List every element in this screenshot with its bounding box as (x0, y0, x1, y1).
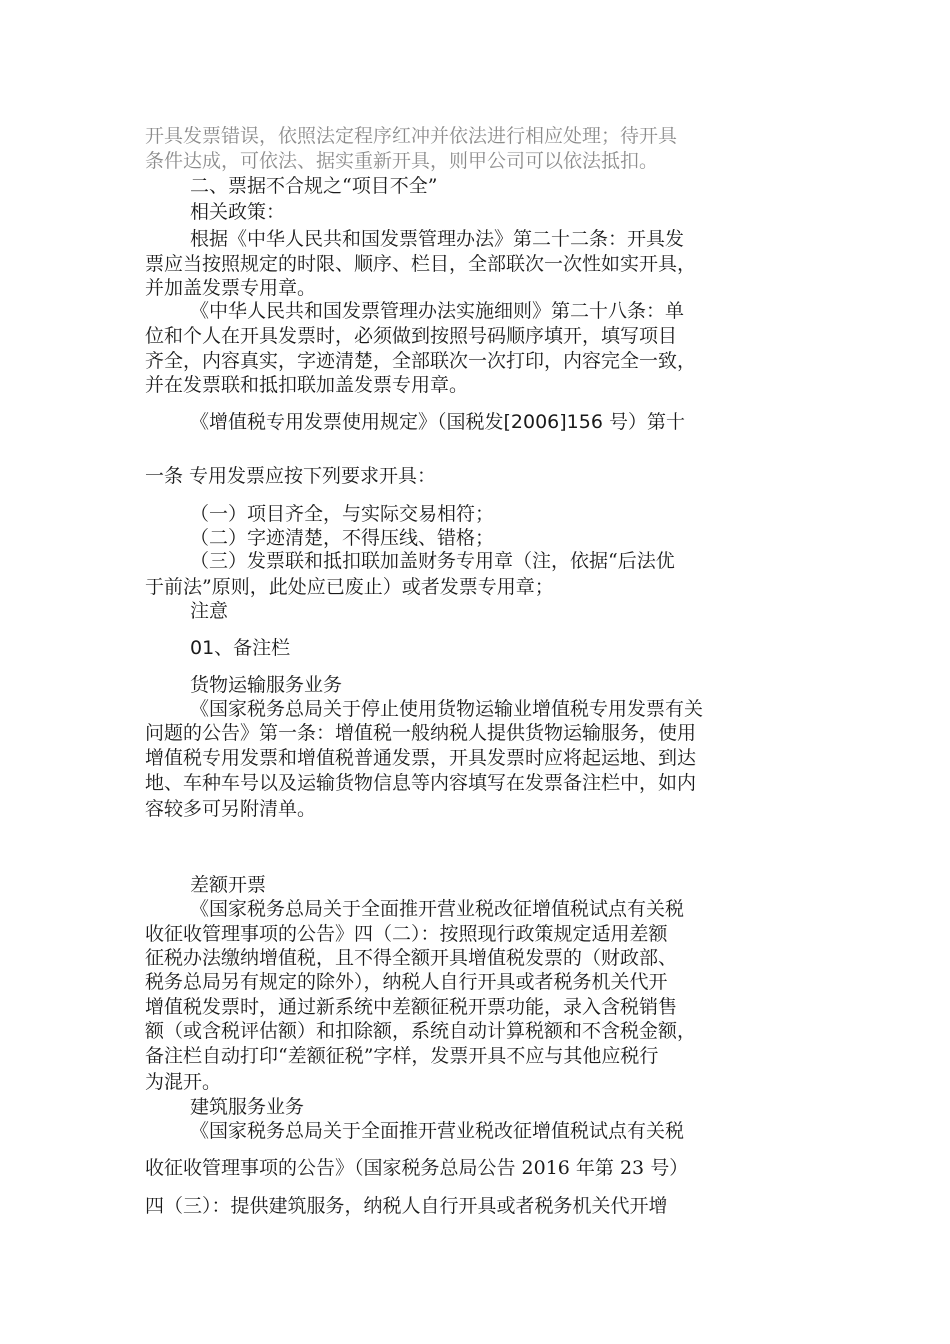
text-line: 增值税专用发票和增值税普通发票，开具发票时应将起运地、到达 (145, 747, 697, 769)
text-line: 于前法”原则，此处应已废止）或者发票专用章； (145, 576, 554, 598)
text-line: 相关政策： (190, 201, 286, 223)
text-line: 容较多可另附清单。 (145, 798, 317, 820)
text-line: 四（三）：提供建筑服务，纳税人自行开具或者税务机关代开增 (145, 1195, 668, 1217)
text-line: 问题的公告》第一条：增值税一般纳税人提供货物运输服务，使用 (145, 722, 697, 744)
subheading: 注意 (190, 600, 229, 622)
text-line: 根据《中华人民共和国发票管理办法》第二十二条：开具发 (190, 228, 685, 250)
text-line: 为混开。 (145, 1071, 222, 1093)
subheading: 差额开票 (190, 874, 267, 896)
text-line: 收征收管理事项的公告》四（二）：按照现行政策规定适用差额 (145, 923, 668, 945)
text-line: 备注栏自动打印“差额征税”字样，发票开具不应与其他应税行 (145, 1045, 659, 1067)
text-line: 《国家税务总局关于全面推开营业税改征增值税试点有关税 (190, 1120, 685, 1142)
text-line: 齐全，内容真实，字迹清楚，全部联次一次打印，内容完全一致， (145, 350, 697, 372)
text-line: 《中华人民共和国发票管理办法实施细则》第二十八条：单 (190, 300, 685, 322)
text-line: 地、车种车号以及运输货物信息等内容填写在发票备注栏中，如内 (145, 772, 697, 794)
text-line: 增值税发票时，通过新系统中差额征税开票功能，录入含税销售 (145, 996, 678, 1018)
subheading: 货物运输服务业务 (190, 674, 343, 696)
text-line: 票应当按照规定的时限、顺序、栏目，全部联次一次性如实开具， (145, 253, 697, 275)
text-line: 开具发票错误，依照法定程序红冲并依法进行相应处理；待开具 (145, 125, 678, 147)
list-item: （一）项目齐全，与实际交易相符； (190, 503, 495, 525)
text-line: 条件达成，可依法、据实重新开具，则甲公司可以依法抵扣。 (145, 150, 659, 172)
subheading: 01、备注栏 (190, 637, 291, 659)
text-line: 并加盖发票专用章。 (145, 277, 317, 299)
text-line: 额（或含税评估额）和扣除额，系统自动计算税额和不含税金额， (145, 1020, 697, 1042)
subheading: 建筑服务业务 (190, 1096, 305, 1118)
text-line: 《国家税务总局关于停止使用货物运输业增值税专用发票有关 (190, 698, 704, 720)
list-item: （二）字迹清楚，不得压线、错格； (190, 527, 495, 549)
list-item: （三）发票联和抵扣联加盖财务专用章（注，依据“后法优 (190, 550, 675, 572)
text-line: 收征收管理事项的公告》（国家税务总局公告 2016 年第 23 号） (145, 1157, 689, 1179)
text-line: 并在发票联和抵扣联加盖发票专用章。 (145, 374, 469, 396)
section-heading: 二、票据不合规之“项目不全” (190, 175, 438, 197)
text-line: 《增值税专用发票使用规定》（国税发[2006]156 号）第十 (190, 411, 685, 433)
text-line: 一条 专用发票应按下列要求开具： (145, 465, 437, 487)
text-line: 征税办法缴纳增值税，且不得全额开具增值税发票的（财政部、 (145, 947, 678, 969)
text-line: 位和个人在开具发票时，必须做到按照号码顺序填开，填写项目 (145, 325, 678, 347)
text-line: 税务总局另有规定的除外），纳税人自行开具或者税务机关代开 (145, 971, 668, 993)
text-line: 《国家税务总局关于全面推开营业税改征增值税试点有关税 (190, 898, 685, 920)
